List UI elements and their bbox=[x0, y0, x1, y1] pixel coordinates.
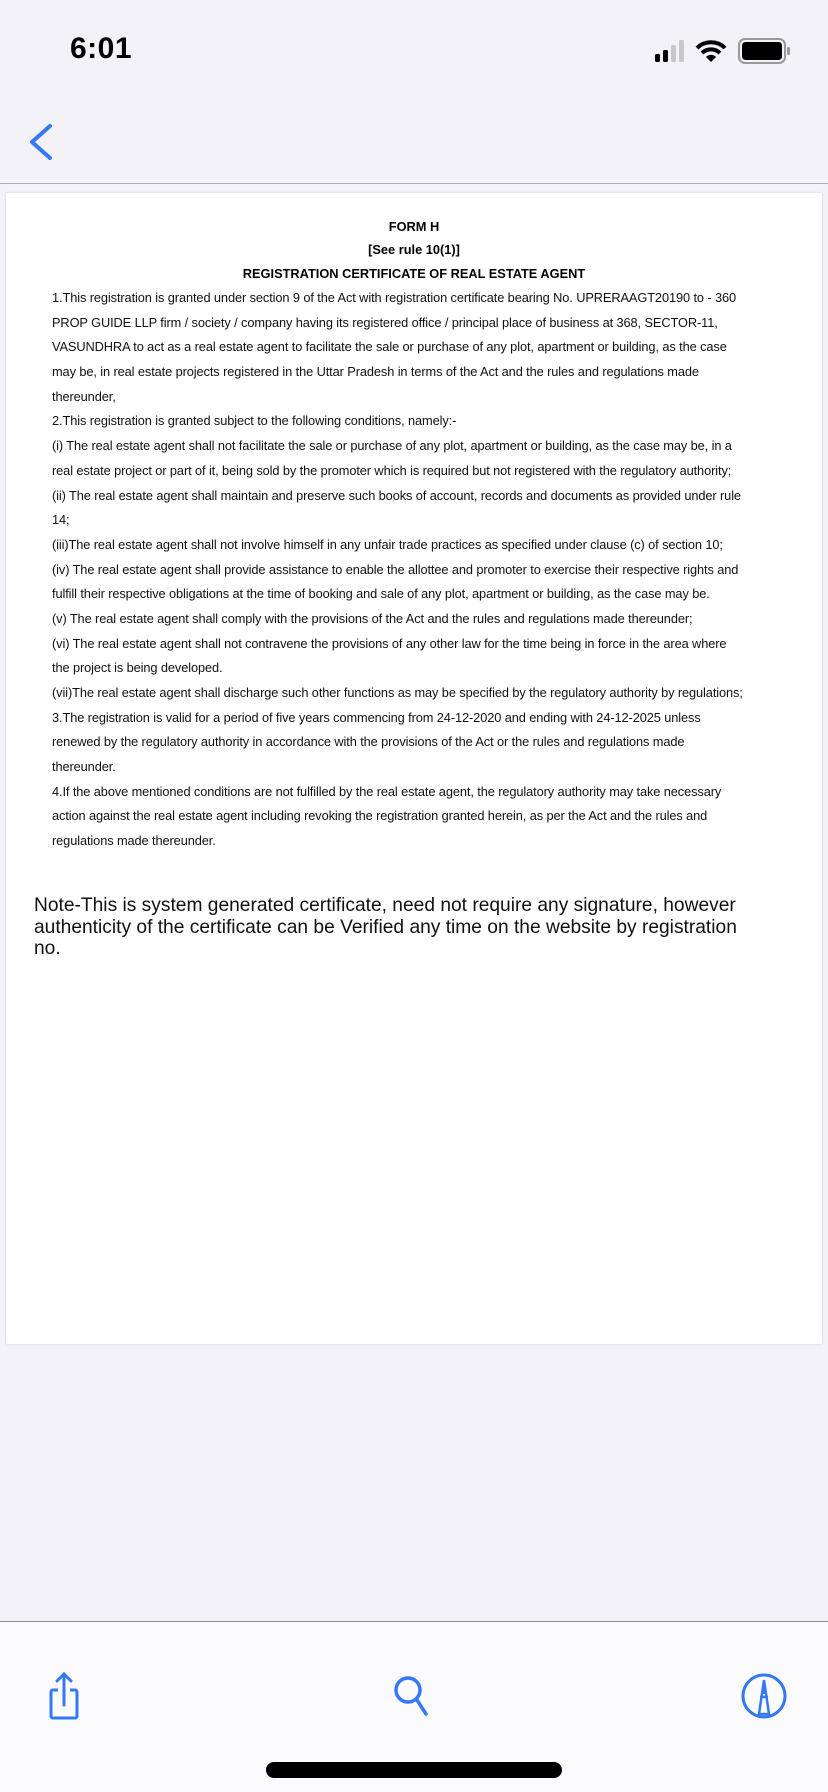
search-icon[interactable] bbox=[390, 1672, 438, 1720]
certificate-note bbox=[34, 895, 737, 960]
status-time: 6:01 bbox=[70, 32, 133, 65]
home-indicator[interactable] bbox=[266, 1762, 562, 1778]
body-line: action against the real estate agent including revoking the registration granted herein, as per the Act and the rules and bbox=[52, 808, 708, 824]
body-line: (vii)The real estate agent shall discharge such other functions as may be specified by the regulatory authority by regulations; bbox=[52, 685, 743, 700]
form-rule: [See rule 10(1)] bbox=[368, 242, 460, 257]
back-chevron-icon[interactable] bbox=[24, 122, 58, 162]
body-line: thereunder. bbox=[52, 759, 116, 775]
signal-icon bbox=[655, 40, 684, 62]
note-line: Note-This is system generated certificate, need not require any signature, however bbox=[34, 895, 736, 916]
body-line: thereunder, bbox=[52, 388, 116, 404]
note-line: no. bbox=[34, 938, 61, 960]
body-line: 1.This registration is granted under section 9 of the Act with registration certificate bearing No. UPRERAAGT20190 to - 360 bbox=[52, 290, 737, 305]
body-line: 4.If the above mentioned conditions are not fulfilled by the real estate agent, the regulatory authority may take necessary bbox=[52, 783, 722, 799]
body-line: 14; bbox=[52, 512, 70, 528]
markup-icon[interactable] bbox=[740, 1672, 788, 1720]
body-line: renewed by the regulatory authority in accordance with the provisions of the Act or the rules and regulations made bbox=[52, 734, 685, 750]
body-line: (v) The real estate agent shall comply with the provisions of the Act and the rules and regulations made thereunder; bbox=[52, 610, 693, 626]
body-line: (vi) The real estate agent shall not contravene the provisions of any other law for the time being in force in the area where bbox=[52, 635, 727, 651]
nav-divider bbox=[0, 183, 828, 184]
battery-icon bbox=[738, 38, 792, 64]
body-line: 2.This registration is granted subject to the following conditions, namely:- bbox=[52, 413, 457, 429]
body-line: fulfill their respective obligations at the time of booking and sale of any plot, apartment or building, as the case may be. bbox=[52, 586, 710, 602]
body-line: (i) The real estate agent shall not facilitate the sale or purchase of any plot, apartment or building, as the case may be, in a bbox=[52, 438, 732, 454]
body-line: may be, in real estate projects registered in the Uttar Pradesh in terms of the Act and the rules and regulations made bbox=[52, 364, 699, 380]
body-line: real estate project or part of it, being sold by the promoter which is required but not registered with the regulatory authority; bbox=[52, 462, 732, 478]
wifi-icon bbox=[694, 39, 728, 63]
form-heading: REGISTRATION CERTIFICATE OF REAL ESTATE AGENT bbox=[242, 266, 586, 281]
note-line: authenticity of the certificate can be Verified any time on the website by registration bbox=[34, 916, 737, 938]
pdf-page[interactable] bbox=[6, 193, 822, 1344]
body-line: the project is being developed. bbox=[52, 660, 223, 676]
body-line: PROP GUIDE LLP firm / society / company having its registered office / principal place of business at 368, SECTOR-11, bbox=[52, 314, 718, 330]
body-line: 3.The registration is valid for a period of five years commencing from 24-12-2020 and ending with 24-12-2025 unless bbox=[52, 709, 701, 725]
form-title: FORM H bbox=[388, 219, 440, 234]
body-line: (ii) The real estate agent shall maintain and preserve such books of account, records and documents as provided under rule bbox=[52, 487, 741, 503]
share-icon[interactable] bbox=[40, 1672, 88, 1720]
body-line: (iii)The real estate agent shall not involve himself in any unfair trade practices as specified under clause (c) of section 10; bbox=[52, 536, 723, 552]
body-line: regulations made thereunder. bbox=[52, 833, 216, 849]
body-line: (iv) The real estate agent shall provide assistance to enable the allottee and promoter to exercise their respective rights and bbox=[52, 561, 739, 577]
certificate-body bbox=[52, 290, 743, 858]
body-line: VASUNDHRA to act as a real estate agent to facilitate the sale or purchase of any plot, apartment or building, as the case bbox=[52, 339, 727, 355]
